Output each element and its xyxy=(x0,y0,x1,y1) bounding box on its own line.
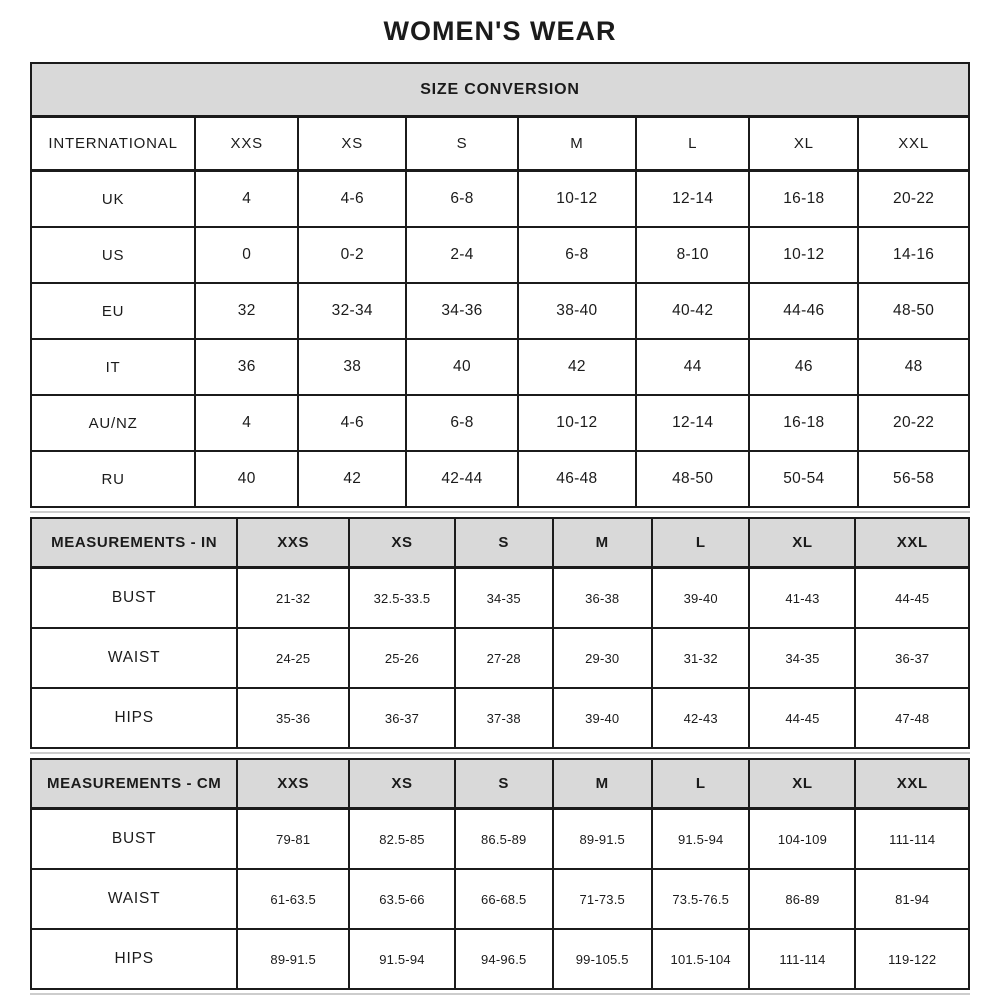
table-cell: 36-37 xyxy=(855,628,969,688)
table-cell: 89-91.5 xyxy=(553,809,652,870)
table-shadow-line xyxy=(30,993,970,995)
table-cell: 63.5-66 xyxy=(349,869,455,929)
column-header-xxs: XXS xyxy=(195,117,298,171)
table-cell: 4-6 xyxy=(298,171,406,228)
table-cell: 21-32 xyxy=(237,568,349,629)
table-cell: 44-45 xyxy=(855,568,969,629)
table-cell: 34-36 xyxy=(406,283,518,339)
table-cell: 91.5-94 xyxy=(652,809,750,870)
table-cell: 29-30 xyxy=(553,628,652,688)
table-cell: 14-16 xyxy=(858,227,969,283)
column-header-measurements-cm: MEASUREMENTS - CM xyxy=(31,759,237,809)
table-cell: 42-43 xyxy=(652,688,750,748)
row-label: HIPS xyxy=(31,929,237,989)
table-cell: 37-38 xyxy=(455,688,553,748)
table-cell: 81-94 xyxy=(855,869,969,929)
table-cell: 0-2 xyxy=(298,227,406,283)
table-row-hips-cm xyxy=(31,929,969,989)
table-cell: 10-12 xyxy=(749,227,858,283)
column-header-international: INTERNATIONAL xyxy=(31,117,195,171)
table-cell: 36 xyxy=(195,339,298,395)
column-header-xl: XL xyxy=(749,518,855,568)
row-label: AU/NZ xyxy=(31,395,195,451)
measurements-in-table xyxy=(30,517,970,749)
table-cell: 4 xyxy=(195,395,298,451)
table-cell: 20-22 xyxy=(858,395,969,451)
size-conversion-table xyxy=(30,62,970,508)
table-shadow-line xyxy=(30,752,970,754)
table-cell: 73.5-76.5 xyxy=(652,869,750,929)
column-header-measurements-in: MEASUREMENTS - IN xyxy=(31,518,237,568)
column-header-xs: XS xyxy=(349,759,455,809)
table-cell: 61-63.5 xyxy=(237,869,349,929)
measurements-cm-section xyxy=(30,758,970,995)
column-header-xxl: XXL xyxy=(855,759,969,809)
table-cell: 71-73.5 xyxy=(553,869,652,929)
table-cell: 86.5-89 xyxy=(455,809,553,870)
table-cell: 31-32 xyxy=(652,628,750,688)
column-header-xxl: XXL xyxy=(858,117,969,171)
measurements-cm-table xyxy=(30,758,970,990)
column-header-xl: XL xyxy=(749,759,855,809)
table-cell: 46-48 xyxy=(518,451,636,507)
table-row-us xyxy=(31,227,969,283)
table-row-ru xyxy=(31,451,969,507)
table-cell: 101.5-104 xyxy=(652,929,750,989)
row-label: WAIST xyxy=(31,869,237,929)
table-cell: 48-50 xyxy=(858,283,969,339)
table-cell: 16-18 xyxy=(749,395,858,451)
table-cell: 111-114 xyxy=(749,929,855,989)
table-row-bust-in xyxy=(31,568,969,629)
table-cell: 79-81 xyxy=(237,809,349,870)
row-label: WAIST xyxy=(31,628,237,688)
table-row-waist-in xyxy=(31,628,969,688)
table-cell: 16-18 xyxy=(749,171,858,228)
table-cell: 4-6 xyxy=(298,395,406,451)
table-shadow-line xyxy=(30,511,970,513)
table-cell: 25-26 xyxy=(349,628,455,688)
column-header-s: S xyxy=(455,518,553,568)
row-label: IT xyxy=(31,339,195,395)
column-header-l: L xyxy=(652,518,750,568)
table-cell: 94-96.5 xyxy=(455,929,553,989)
column-header-xxl: XXL xyxy=(855,518,969,568)
table-cell: 10-12 xyxy=(518,171,636,228)
table-cell: 48-50 xyxy=(636,451,749,507)
table-cell: 12-14 xyxy=(636,171,749,228)
table-cell: 40-42 xyxy=(636,283,749,339)
row-label: US xyxy=(31,227,195,283)
column-header-row xyxy=(31,518,969,568)
table-cell: 46 xyxy=(749,339,858,395)
column-header-s: S xyxy=(406,117,518,171)
column-header-s: S xyxy=(455,759,553,809)
column-header-m: M xyxy=(553,518,652,568)
table-cell: 47-48 xyxy=(855,688,969,748)
row-label: UK xyxy=(31,171,195,228)
column-header-xxs: XXS xyxy=(237,759,349,809)
table-cell: 44-45 xyxy=(749,688,855,748)
table-cell: 99-105.5 xyxy=(553,929,652,989)
table-cell: 0 xyxy=(195,227,298,283)
row-label: HIPS xyxy=(31,688,237,748)
table-row-aunz xyxy=(31,395,969,451)
table-cell: 8-10 xyxy=(636,227,749,283)
table-row-it xyxy=(31,339,969,395)
table-row-uk xyxy=(31,171,969,228)
table-cell: 2-4 xyxy=(406,227,518,283)
table-cell: 89-91.5 xyxy=(237,929,349,989)
table-cell: 24-25 xyxy=(237,628,349,688)
table-cell: 34-35 xyxy=(455,568,553,629)
table-cell: 36-38 xyxy=(553,568,652,629)
table-cell: 41-43 xyxy=(749,568,855,629)
table-cell: 10-12 xyxy=(518,395,636,451)
column-header-row xyxy=(31,117,969,171)
table-cell: 4 xyxy=(195,171,298,228)
column-header-xxs: XXS xyxy=(237,518,349,568)
row-label: RU xyxy=(31,451,195,507)
table-row-bust-cm xyxy=(31,809,969,870)
table-cell: 44-46 xyxy=(749,283,858,339)
table-cell: 6-8 xyxy=(406,395,518,451)
table-cell: 39-40 xyxy=(553,688,652,748)
table-cell: 27-28 xyxy=(455,628,553,688)
row-label: EU xyxy=(31,283,195,339)
table-cell: 66-68.5 xyxy=(455,869,553,929)
table-cell: 32.5-33.5 xyxy=(349,568,455,629)
table-cell: 91.5-94 xyxy=(349,929,455,989)
table-cell: 48 xyxy=(858,339,969,395)
table-cell: 111-114 xyxy=(855,809,969,870)
table-cell: 38 xyxy=(298,339,406,395)
table-cell: 50-54 xyxy=(749,451,858,507)
table-cell: 86-89 xyxy=(749,869,855,929)
column-header-xs: XS xyxy=(298,117,406,171)
table-row-hips-in xyxy=(31,688,969,748)
table-cell: 119-122 xyxy=(855,929,969,989)
table-cell: 12-14 xyxy=(636,395,749,451)
table-row-waist-cm xyxy=(31,869,969,929)
column-header-m: M xyxy=(553,759,652,809)
table-row-eu xyxy=(31,283,969,339)
column-header-xl: XL xyxy=(749,117,858,171)
table-cell: 44 xyxy=(636,339,749,395)
size-conversion-section xyxy=(30,62,970,513)
column-header-m: M xyxy=(518,117,636,171)
column-header-l: L xyxy=(652,759,750,809)
column-header-l: L xyxy=(636,117,749,171)
table-cell: 20-22 xyxy=(858,171,969,228)
table-cell: 6-8 xyxy=(518,227,636,283)
table-cell: 36-37 xyxy=(349,688,455,748)
table-cell: 38-40 xyxy=(518,283,636,339)
table-cell: 35-36 xyxy=(237,688,349,748)
table-cell: 56-58 xyxy=(858,451,969,507)
table-cell: 104-109 xyxy=(749,809,855,870)
row-label: BUST xyxy=(31,568,237,629)
page-title: WOMEN'S WEAR xyxy=(383,16,617,46)
measurements-in-section xyxy=(30,517,970,754)
banner-row xyxy=(31,63,969,117)
table-cell: 42 xyxy=(518,339,636,395)
column-header-xs: XS xyxy=(349,518,455,568)
table-cell: 32-34 xyxy=(298,283,406,339)
table-cell: 40 xyxy=(195,451,298,507)
table-cell: 40 xyxy=(406,339,518,395)
table-cell: 32 xyxy=(195,283,298,339)
column-header-row xyxy=(31,759,969,809)
table-cell: 42 xyxy=(298,451,406,507)
row-label: BUST xyxy=(31,809,237,870)
table-cell: 42-44 xyxy=(406,451,518,507)
size-conversion-banner: SIZE CONVERSION xyxy=(31,63,969,117)
table-cell: 39-40 xyxy=(652,568,750,629)
table-cell: 34-35 xyxy=(749,628,855,688)
table-cell: 82.5-85 xyxy=(349,809,455,870)
table-cell: 6-8 xyxy=(406,171,518,228)
